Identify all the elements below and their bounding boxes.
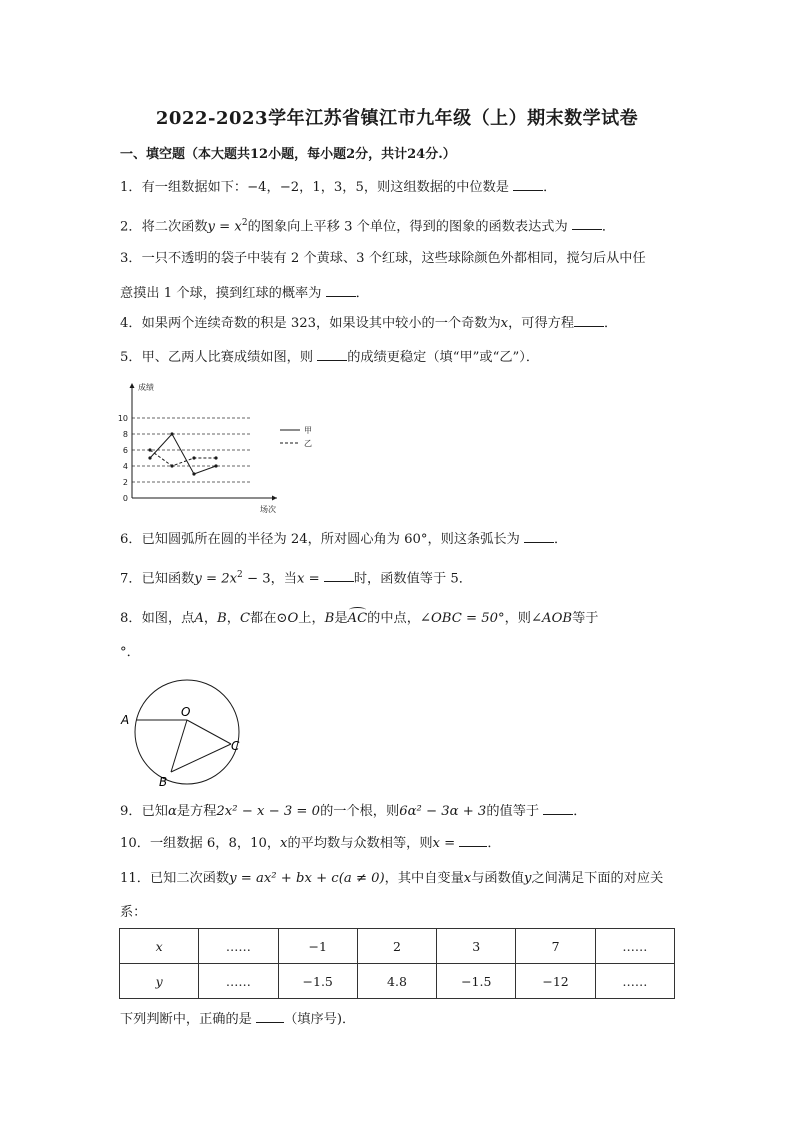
question-11-prompt: 下列判断中，正确的是 （填序号)．	[120, 1012, 356, 1027]
table-cell: −1.5	[437, 964, 516, 999]
y-tick-label: 8	[122, 430, 128, 439]
answer-blank	[574, 314, 604, 327]
answer-blank	[459, 834, 487, 847]
answer-blank	[513, 178, 543, 191]
chart-tick-labels	[118, 414, 128, 503]
table-cell: 3	[437, 929, 516, 964]
segment-ob	[171, 720, 187, 772]
data-point	[170, 432, 173, 435]
question-9: 9．已知α是方程2x² − x − 3 = 0的一个根，则6α² − 3α + 3的值等于 ．	[120, 804, 587, 819]
chart-legend	[280, 426, 312, 448]
segment-bc	[171, 744, 231, 772]
table-cell: ……	[199, 929, 278, 964]
question-10: 10．一组数据 6，8，10，x的平均数与众数相等，则x = ．	[120, 836, 501, 851]
page-title: 2022-2023学年江苏省镇江市九年级（上）期末数学试卷	[155, 108, 639, 129]
data-point	[192, 456, 195, 459]
table-cell: 4.8	[357, 964, 436, 999]
table-row-y	[120, 964, 675, 999]
label-o: O	[181, 705, 191, 719]
circle-o	[135, 680, 239, 784]
series-line-1	[150, 434, 216, 474]
question-5: 5．甲、乙两人比赛成绩如图，则 的成绩更稳定（填“甲”或“乙”）．	[120, 350, 540, 365]
label-b: B	[159, 775, 168, 789]
data-point	[148, 448, 151, 451]
question-8-line-1: 8．如图，点A，B，C都在⊙O上，B是AC的中点，∠OBC = 50°，则∠AOB等于	[120, 611, 599, 626]
x-axis-label: 场次	[260, 505, 276, 514]
y-tick-label: 0	[122, 494, 128, 503]
section-heading: 一、填空题（本大题共12小题，每小题2分，共计24分.）	[120, 147, 456, 162]
table-row-x	[120, 929, 675, 964]
y-axis-label: 成绩	[138, 383, 154, 392]
data-point	[148, 456, 151, 459]
segment-oc	[187, 720, 231, 744]
table-cell: −1	[278, 929, 357, 964]
question-7: 7．已知函数$y = 2x^2 - 3$，当x = 时，函数值等于 5．	[120, 570, 472, 587]
table-cell: ……	[199, 964, 278, 999]
table-cell: −1.5	[278, 964, 357, 999]
question-4: 4．如果两个连续奇数的积是 323，如果设其中较小的一个奇数为x，可得方程 ．	[120, 316, 618, 331]
data-point	[214, 464, 217, 467]
answer-blank	[524, 530, 554, 543]
y-tick-label: 2	[122, 478, 128, 487]
y-axis-arrow	[130, 383, 135, 388]
table-cell: 2	[357, 929, 436, 964]
question-8-line-2: °．	[120, 645, 140, 660]
x-axis-arrow	[272, 496, 277, 501]
label-c: C	[231, 739, 240, 753]
table-cell: −12	[516, 964, 595, 999]
y-tick-label: 10	[117, 414, 128, 423]
answer-blank	[317, 348, 347, 361]
question-6: 6．已知圆弧所在圆的半径为 24，所对圆心角为 60°，则这条弧长为 ．	[120, 532, 568, 547]
question-3-line-1: 3．一只不透明的袋子中装有 2 个黄球、3 个红球，这些球除颜色外都相同，搅匀后从中任	[120, 251, 646, 266]
table-cell: x	[120, 929, 199, 964]
data-point	[192, 472, 195, 475]
data-point	[214, 456, 217, 459]
xy-value-table	[119, 928, 675, 999]
data-point	[170, 464, 173, 467]
table-cell: ……	[595, 964, 674, 999]
question-11-line-2: 系：	[120, 905, 147, 920]
chart-series	[148, 432, 217, 475]
table-cell: y	[120, 964, 199, 999]
score-line-chart	[110, 378, 350, 518]
question-11-line-1: 11．已知二次函数y = ax² + bx + c(a ≠ 0)，其中自变量x与函数值y之间满足下面的对应关	[120, 871, 664, 886]
table-cell: ……	[595, 929, 674, 964]
y-tick-label: 6	[122, 446, 128, 455]
answer-blank	[324, 569, 354, 582]
arc-symbol: AC	[347, 611, 368, 626]
answer-blank	[543, 802, 573, 815]
legend-label: 甲	[304, 426, 312, 435]
answer-blank	[572, 217, 602, 230]
label-a: A	[121, 713, 130, 727]
y-tick-label: 4	[122, 462, 128, 471]
chart-axes	[130, 382, 278, 514]
question-2: 2．将二次函数$y = x^2$的图象向上平移 3 个单位，得到的图象的函数表达式为 ．	[120, 218, 616, 235]
answer-blank	[326, 284, 356, 297]
series-line-2	[150, 450, 216, 466]
table-cell: 7	[516, 929, 595, 964]
circle-figure	[115, 668, 255, 793]
answer-blank	[256, 1010, 284, 1023]
question-1: 1．有一组数据如下：−4，−2，1，3，5，则这组数据的中位数是 ．	[120, 180, 557, 195]
question-3-line-2: 意摸出 1 个球，摸到红球的概率为 ．	[120, 286, 369, 301]
legend-label: 乙	[304, 439, 312, 448]
